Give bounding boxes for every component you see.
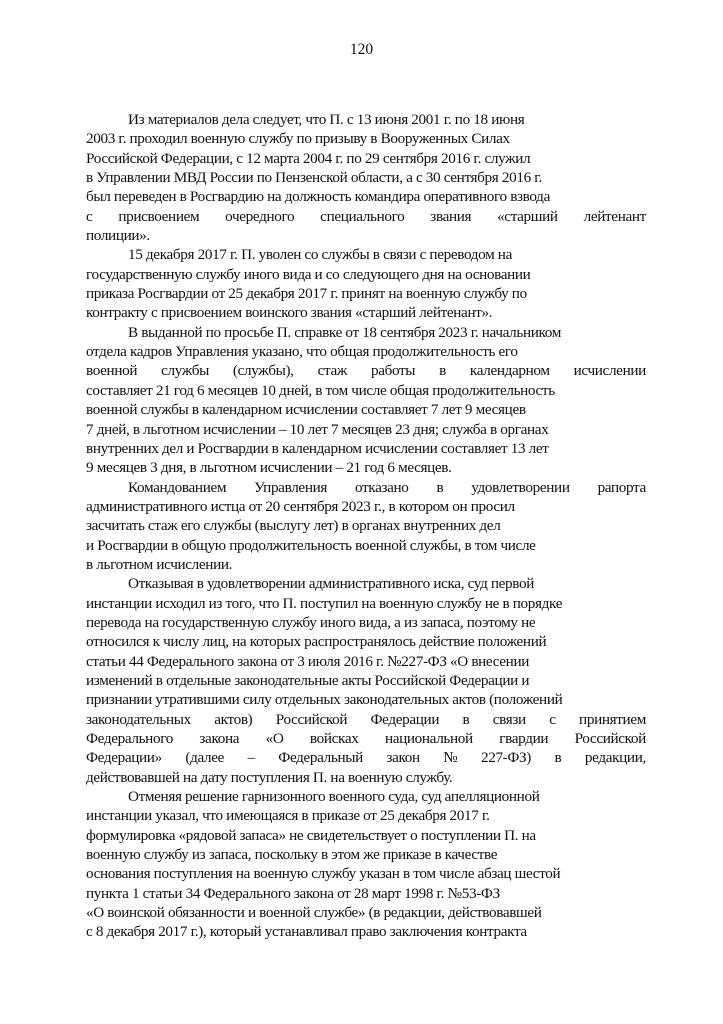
text-line: Федерального закона «О войсках национальной гвардии Российской xyxy=(86,730,646,747)
text-line: контракту с присвоением воинского звания «старший лейтенант». xyxy=(86,304,493,322)
text-line: пункта 1 статьи 34 Федерального закона от 28 март 1998 г. №53-ФЗ xyxy=(86,884,500,902)
text-line: Отказывая в удовлетворении административного иска, суд первой xyxy=(128,575,535,593)
text-line: военной службы в календарном исчислении составляет 7 лет 9 месяцев xyxy=(86,401,526,419)
text-line: с присвоением очередного специального звания «старший лейтенант xyxy=(86,207,646,225)
text-line: законодательных актов) Российской Федерации в связи с принятием xyxy=(86,710,646,728)
text-line: относился к числу лиц, на которых распространялось действие положений xyxy=(86,633,547,651)
text-line: внутренних дел и Росгвардии в календарном исчислении составляет 13 лет xyxy=(86,439,549,457)
text-line: перевода на государственную службу иного вида, а из запаса, поэтому не xyxy=(86,613,536,631)
text-line: полиции». xyxy=(86,227,150,245)
text-line: с 8 декабря 2017 г.), который устанавливал право заключения контракта xyxy=(86,923,527,941)
text-line: приказа Росгвардии от 25 декабря 2017 г. принят на военную службу по xyxy=(86,285,527,303)
text-line: административного истца от 20 сентября 2023 г., в котором он просил xyxy=(86,497,515,515)
text-line: отдела кадров Управления указано, что общая продолжительность его xyxy=(86,343,518,361)
text-line: 15 декабря 2017 г. П. уволен со службы в связи с переводом на xyxy=(128,246,512,264)
text-line: был переведен в Росгвардию на должность командира оперативного взвода xyxy=(86,188,550,206)
text-line: В выданной по просьбе П. справке от 18 сентября 2023 г. начальником xyxy=(128,323,561,341)
text-line: Из материалов дела следует, что П. с 13 июня 2001 г. по 18 июня xyxy=(128,111,525,128)
text-line: и Росгвардии в общую продолжительность военной службы, в том числе xyxy=(86,536,536,554)
text-line: действовавшей на дату поступления П. на военную службу. xyxy=(86,768,453,786)
text-line: военную службу из запаса, поскольку в этом же приказе в качестве xyxy=(86,846,498,864)
text-line: военной службы (службы), стаж работы в календарном исчислении xyxy=(86,362,646,380)
text-line: Отменяя решение гарнизонного военного суда, суд апелляционной xyxy=(128,788,540,806)
text-line: составляет 21 год 6 месяцев 10 дней, в том числе общая продолжительность xyxy=(86,381,555,399)
text-line: государственную службу иного вида и со следующего дня на основании xyxy=(86,265,531,283)
text-line: статьи 44 Федерального закона от 3 июля 2016 г. №227-ФЗ «О внесении xyxy=(86,652,530,670)
text-line: 9 месяцев 3 дня, в льготном исчислении – 21 год 6 месяцев. xyxy=(86,459,452,477)
text-line: 2003 г. проходил военную службу по призыву в Вооруженных Силах xyxy=(86,130,510,148)
text-line: 7 дней, в льготном исчислении – 10 лет 7 месяцев 23 дня; служба в органах xyxy=(86,420,549,438)
text-line: Российской Федерации, с 12 марта 2004 г. по 29 сентября 2016 г. служил xyxy=(86,149,531,167)
text-line: Командованием Управления отказано в удовлетворении рапорта xyxy=(128,478,646,496)
text-line: «О воинской обязанности и военной службе» (в редакции, действовавшей xyxy=(86,904,542,922)
text-line: признании утратившими силу отдельных законодательных актов (положений xyxy=(86,691,563,709)
page-number: 120 xyxy=(349,41,374,58)
text-line: в Управлении МВД России по Пензенской области, а с 30 сентября 2016 г. xyxy=(86,169,542,187)
text-line: в льготном исчислении. xyxy=(86,555,233,573)
text-line: инстанции указал, что имеющаяся в приказе от 25 декабря 2017 г. xyxy=(86,807,490,825)
text-line: засчитать стаж его службы (выслугу лет) в органах внутренних дел xyxy=(86,517,501,535)
text-line: Федерации» (далее – Федеральный закон № 227-ФЗ) в редакции, xyxy=(86,749,646,767)
document-body xyxy=(86,110,646,942)
text-line: инстанции исходил из того, что П. поступил на военную службу не в порядке xyxy=(86,594,563,612)
text-line: основания поступления на военную службу указан в том числе абзац шестой xyxy=(86,865,561,883)
text-line: изменений в отдельные законодательные акты Российской Федерации и xyxy=(86,671,530,689)
text-line: формулировка «рядовой запаса» не свидетельствует о поступлении П. на xyxy=(86,826,536,844)
